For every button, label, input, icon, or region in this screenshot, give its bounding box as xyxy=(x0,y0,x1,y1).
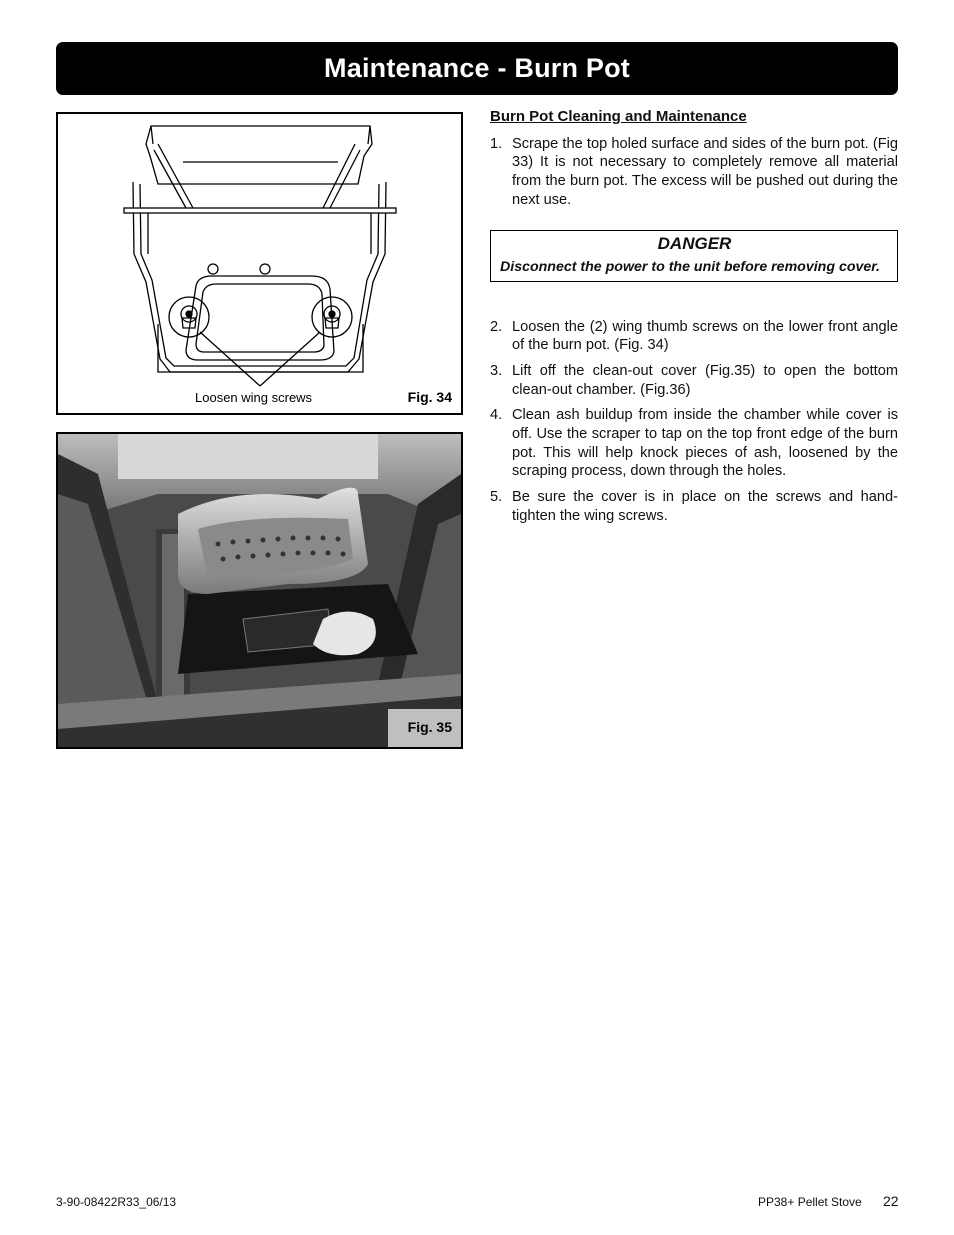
step-list-1 xyxy=(490,135,898,210)
fig34-label: Fig. 34 xyxy=(407,389,452,405)
page-title: Maintenance - Burn Pot xyxy=(324,53,630,83)
section-heading: Burn Pot Cleaning and Maintenance xyxy=(490,108,747,125)
burn-pot-photo xyxy=(58,434,461,747)
danger-title: DANGER xyxy=(657,233,732,253)
step-text: Be sure the cover is in place on the screws and hand-tighten the wing screws. xyxy=(512,489,898,524)
footer-doc-number: 3-90-08422R33_06/13 xyxy=(56,1195,177,1209)
step-text: Loosen the (2) wing thumb screws on the lower front angle of the burn pot. (Fig. 34) xyxy=(512,318,898,354)
step-text: Scrape the top holed surface and sides of the burn pot. (Fig 33) It is not necessary to completely remove all material from the burn pot. The excess will be pushed out during the next use. xyxy=(512,135,898,208)
footer-product: PP38+ Pellet Stove xyxy=(758,1195,862,1209)
figure-35 xyxy=(56,432,463,749)
list-item xyxy=(490,362,898,399)
burn-pot-line-drawing xyxy=(58,114,461,413)
step-number: 2. xyxy=(490,318,503,335)
step-number: 5. xyxy=(490,489,503,506)
list-item xyxy=(490,318,898,355)
danger-text: Disconnect the power to the unit before removing cover. xyxy=(500,258,880,275)
danger-callout xyxy=(490,230,898,282)
step-number: 3. xyxy=(490,362,503,379)
figure-34 xyxy=(56,112,463,415)
list-item xyxy=(490,135,898,210)
list-item xyxy=(490,406,898,481)
step-text: Clean ash buildup from inside the chamber while cover is off. Use the scraper to tap on the top front edge of the burn pot. This will help knock pieces of ash, loosened by the scraping process, down through the holes. xyxy=(512,407,898,480)
step-number: 4. xyxy=(490,407,503,424)
step-number: 1. xyxy=(490,135,503,152)
fig34-caption: Loosen wing screws xyxy=(195,390,313,405)
instructions-column xyxy=(490,108,898,533)
footer-page-number: 22 xyxy=(883,1193,899,1209)
step-list-2 xyxy=(490,318,898,526)
list-item xyxy=(490,488,898,525)
step-text: Lift off the clean-out cover (Fig.35) to open the bottom clean-out chamber. (Fig.36) xyxy=(512,362,898,398)
title-bar xyxy=(56,42,898,95)
fig35-label: Fig. 35 xyxy=(407,719,452,735)
